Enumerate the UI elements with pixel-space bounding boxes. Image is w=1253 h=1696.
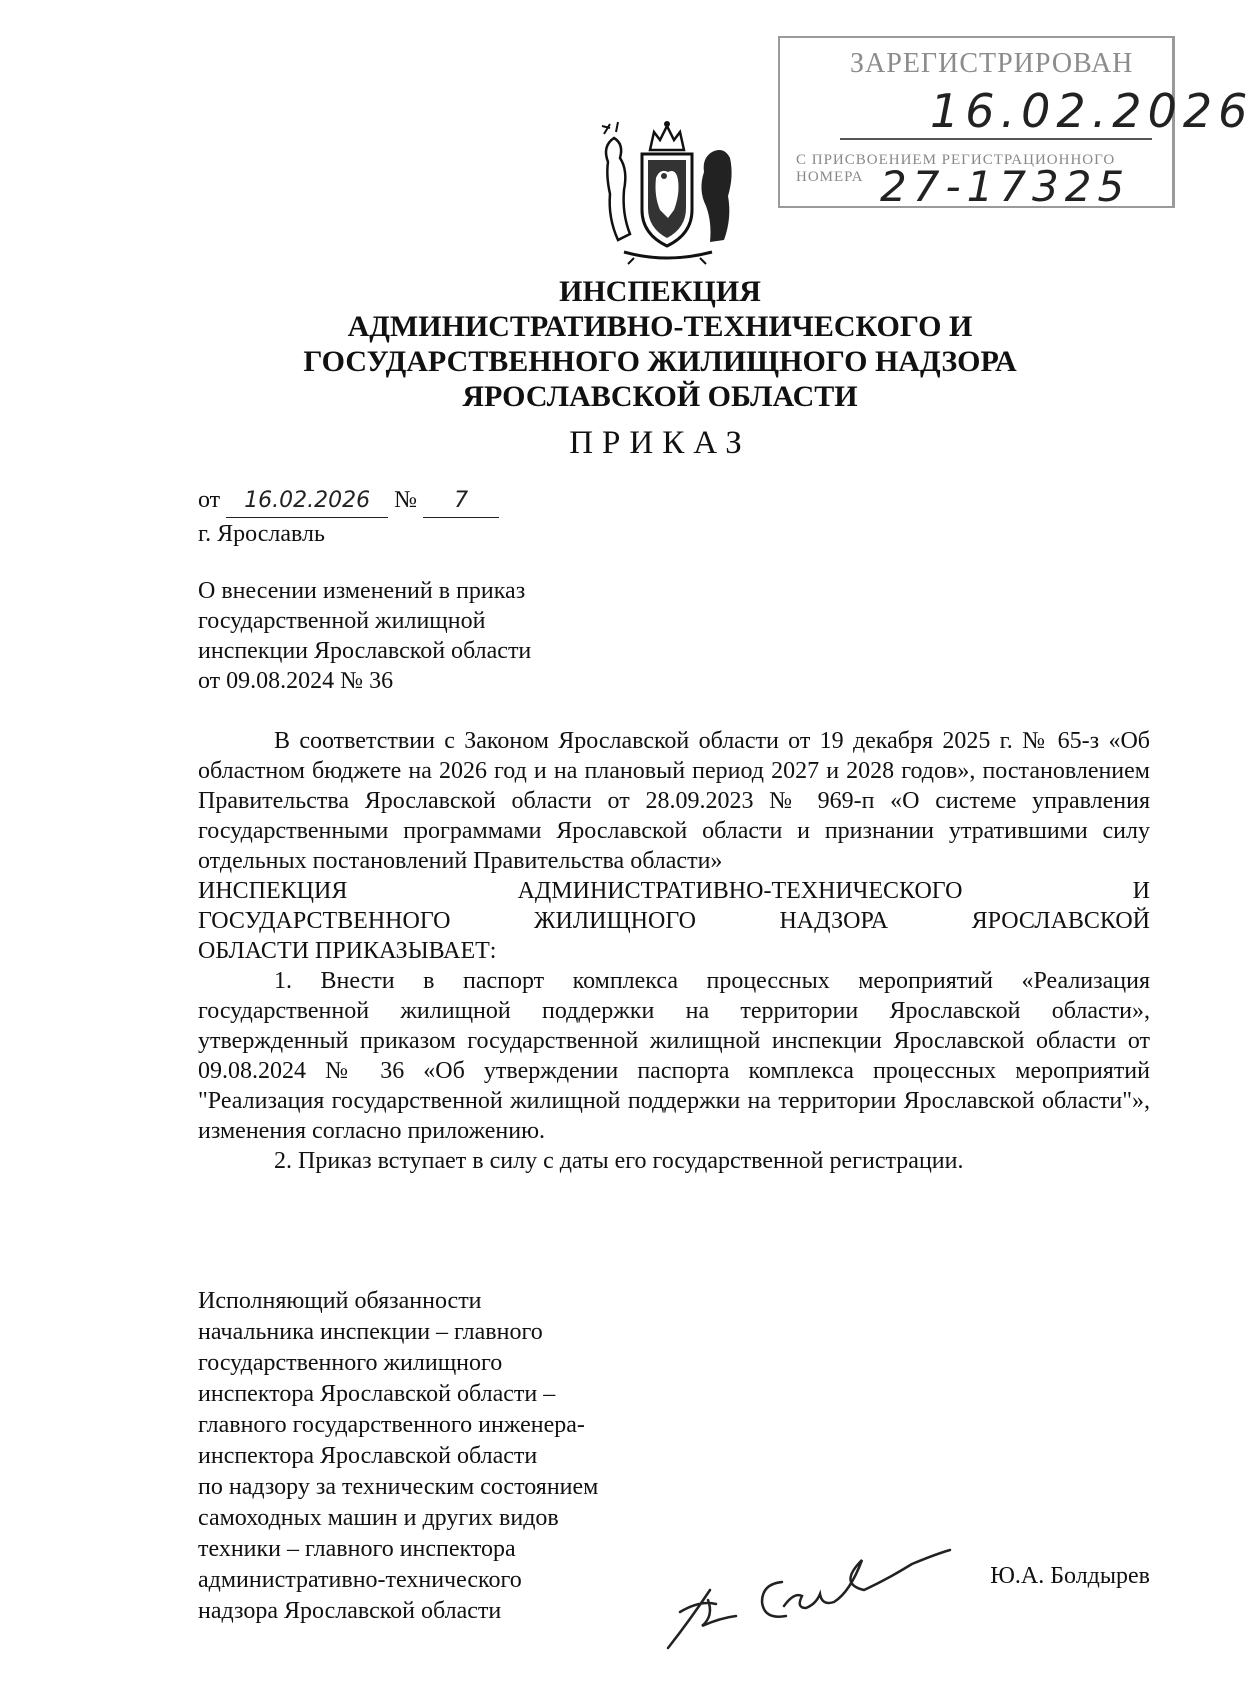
- authority-line: ИНСПЕКЦИЯ: [559, 275, 761, 308]
- signer-line: административно-технического: [198, 1567, 522, 1593]
- subject-line: от 09.08.2024 № 36: [198, 668, 394, 694]
- orders-line: ОБЛАСТИ ПРИКАЗЫВАЕТ:: [198, 938, 497, 964]
- document-meta: [198, 484, 499, 550]
- registration-stamp: [778, 36, 1253, 211]
- signer-line: государственного жилищного: [198, 1350, 503, 1376]
- document-type: ПРИКАЗ: [569, 425, 751, 461]
- subject-line: инспекции Ярославской области: [198, 638, 532, 664]
- signer-line: Исполняющий обязанности: [198, 1288, 482, 1314]
- number-label: №: [394, 487, 418, 513]
- authority-line: АДМИНИСТРАТИВНО-ТЕХНИЧЕСКОГО И: [347, 310, 973, 343]
- authority-heading: [200, 274, 1120, 414]
- signer-line: инспектора Ярославской области –: [198, 1381, 556, 1407]
- document-body: [198, 726, 1150, 1176]
- preamble-paragraph: В соответствии с Законом Ярославской области от 19 декабря 2025 г. № 65-з «Об областном бюджете на 2026 год и на плановый период 2027 и 2028 годов», постановлением Правительства Ярославской области от 28.09.2023 № 969-п «О системе управления государственными программами Ярославской области и признании утратившими силу отдельных постановлений Правительства области»: [198, 728, 1150, 874]
- authority-line: ГОСУДАРСТВЕННОГО ЖИЛИЩНОГО НАДЗОРА: [303, 345, 1017, 378]
- order-item-1: 1. Внести в паспорт комплекса процессных мероприятий «Реализация государственной жилищной поддержки на территории Ярославской области», утвержденный приказом государственной жилищной инспекции Ярославской области от 09.08.2024 № 36 «Об утверждении паспорта комплекса процессных мероприятий "Реализация государственной жилищной поддержки на территории Ярославской области"», изменения согласно приложению.: [198, 968, 1150, 1144]
- signee-name: Ю.А. Болдырев: [990, 1563, 1150, 1589]
- signer-line: главного государственного инженера-: [198, 1412, 585, 1438]
- yaroslavl-coat-of-arms-icon: [594, 118, 740, 266]
- city: г. Ярославль: [198, 521, 325, 547]
- signer-line: техники – главного инспектора: [198, 1536, 516, 1562]
- document-subject: [198, 576, 618, 696]
- signer-position: [198, 1286, 598, 1627]
- stamp-number: 27-17325: [880, 162, 1131, 211]
- stamp-date: 16.02.2026: [930, 84, 1253, 138]
- signer-line: начальника инспекции – главного: [198, 1319, 543, 1345]
- orders-line: ГОСУДАРСТВЕННОГО ЖИЛИЩНОГО НАДЗОРА ЯРОСЛАВСКОЙ: [198, 908, 1150, 934]
- stamp-divider: [840, 138, 1152, 140]
- handwritten-number: 7: [423, 485, 499, 518]
- stamp-title: ЗАРЕГИСТРИРОВАН: [850, 48, 1134, 79]
- signer-line: инспектора Ярославской области: [198, 1443, 538, 1469]
- from-label: от: [198, 487, 221, 513]
- handwritten-signature: [650, 1520, 970, 1660]
- order-item-2: 2. Приказ вступает в силу с даты его государственной регистрации.: [274, 1148, 964, 1174]
- signer-line: надзора Ярославской области: [198, 1598, 502, 1624]
- stamp-subtitle: С ПРИСВОЕНИЕМ РЕГИСТРАЦИОННОГО НОМЕРА: [796, 152, 1116, 185]
- signer-line: по надзору за техническим состоянием: [198, 1474, 599, 1500]
- handwritten-date: 16.02.2026: [226, 485, 388, 518]
- subject-line: государственной жилищной: [198, 608, 486, 634]
- subject-line: О внесении изменений в приказ: [198, 578, 526, 604]
- authority-line: ЯРОСЛАВСКОЙ ОБЛАСТИ: [462, 380, 858, 413]
- orders-line: ИНСПЕКЦИЯ АДМИНИСТРАТИВНО-ТЕХНИЧЕСКОГО И: [198, 878, 1150, 904]
- signer-line: самоходных машин и других видов: [198, 1505, 559, 1531]
